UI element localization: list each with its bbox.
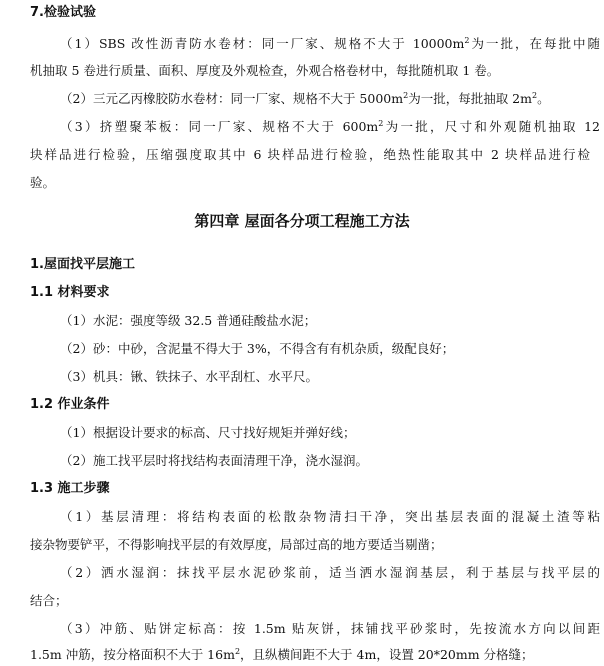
paragraph-epdm: （2）三元乙丙橡胶防水卷材：同一厂家、规格不大于 $5000m^2$为一批，每批抽取 $2m^2$。 [60,90,550,106]
chapter-title: 第四章 屋面各分项工程施工方法 [194,212,410,230]
step-base-cleaning-line1: （1）基层清理：将结构表面的松散杂物清扫干净，突出基层表面的混凝土渣等粘 [60,509,600,524]
subsection-heading-conditions: 1.2 作业条件 [30,397,110,412]
list-item-tools: （3）机具：锹、铁抹子、水平刮杠、水平尺。 [60,369,318,384]
list-item-cement: （1）水泥：强度等级 32.5 普通硅酸盐水泥； [60,313,317,328]
list-item-layout-lines: （1）根据设计要求的标高、尺寸找好规矩并弹好线； [60,425,356,440]
paragraph-xps-line1: （3）挤塑聚苯板：同一厂家、规格不大于 $600m^2$为一批，尺寸和外观随机抽取 12 [60,118,601,134]
step-wetting-line2: 结合； [30,593,68,608]
step-wetting-line1: （2）洒水湿润：抹找平层水泥砂浆前，适当洒水湿润基层，利于基层与找平层的 [60,565,600,580]
list-item-sand: （2）砂：中砂，含泥量不得大于 3%，不得含有有机杂质，级配良好； [60,341,455,356]
paragraph-sbs-line1: （1）SBS 改性沥青防水卷材：同一厂家、规格不大于 $10000m^2$为一批，在每批中随 [60,35,600,51]
paragraph-xps-line3: 验。 [30,175,56,190]
paragraph-sbs-line2: 机抽取 5 卷进行质量、面积、厚度及外观检查，外观合格卷材中，每批随机取 1 卷。 [30,63,500,78]
step-elevation-line1: （3）冲筋、贴饼定标高：按 1.5m 贴灰饼，抹铺找平砂浆时，先按流水方向以间距 [60,621,600,636]
subsection-heading-materials: 1.1 材料要求 [30,285,110,300]
paragraph-xps-line2: 块样品进行检验，压缩强度取其中 6 块样品进行检验，绝热性能取其中 2 块样品进行检 [30,147,590,162]
section-heading-inspection: 7.检验试验 [30,5,96,20]
list-item-surface-cleaning: （2）施工找平层时将找结构表面清理干净，浇水湿润。 [60,453,368,468]
subsection-heading-steps: 1.3 施工步骤 [30,481,110,496]
step-base-cleaning-line2: 接杂物要铲平，不得影响找平层的有效厚度，局部过高的地方要适当剔凿； [30,537,443,552]
step-elevation-line2: 1.5m 冲筋，按分格面积不大于 $16m^2$，且纵横间距不大于 4m，设置 20*20mm 分格缝； [30,646,534,662]
section-heading-leveling: 1.屋面找平层施工 [30,257,135,272]
